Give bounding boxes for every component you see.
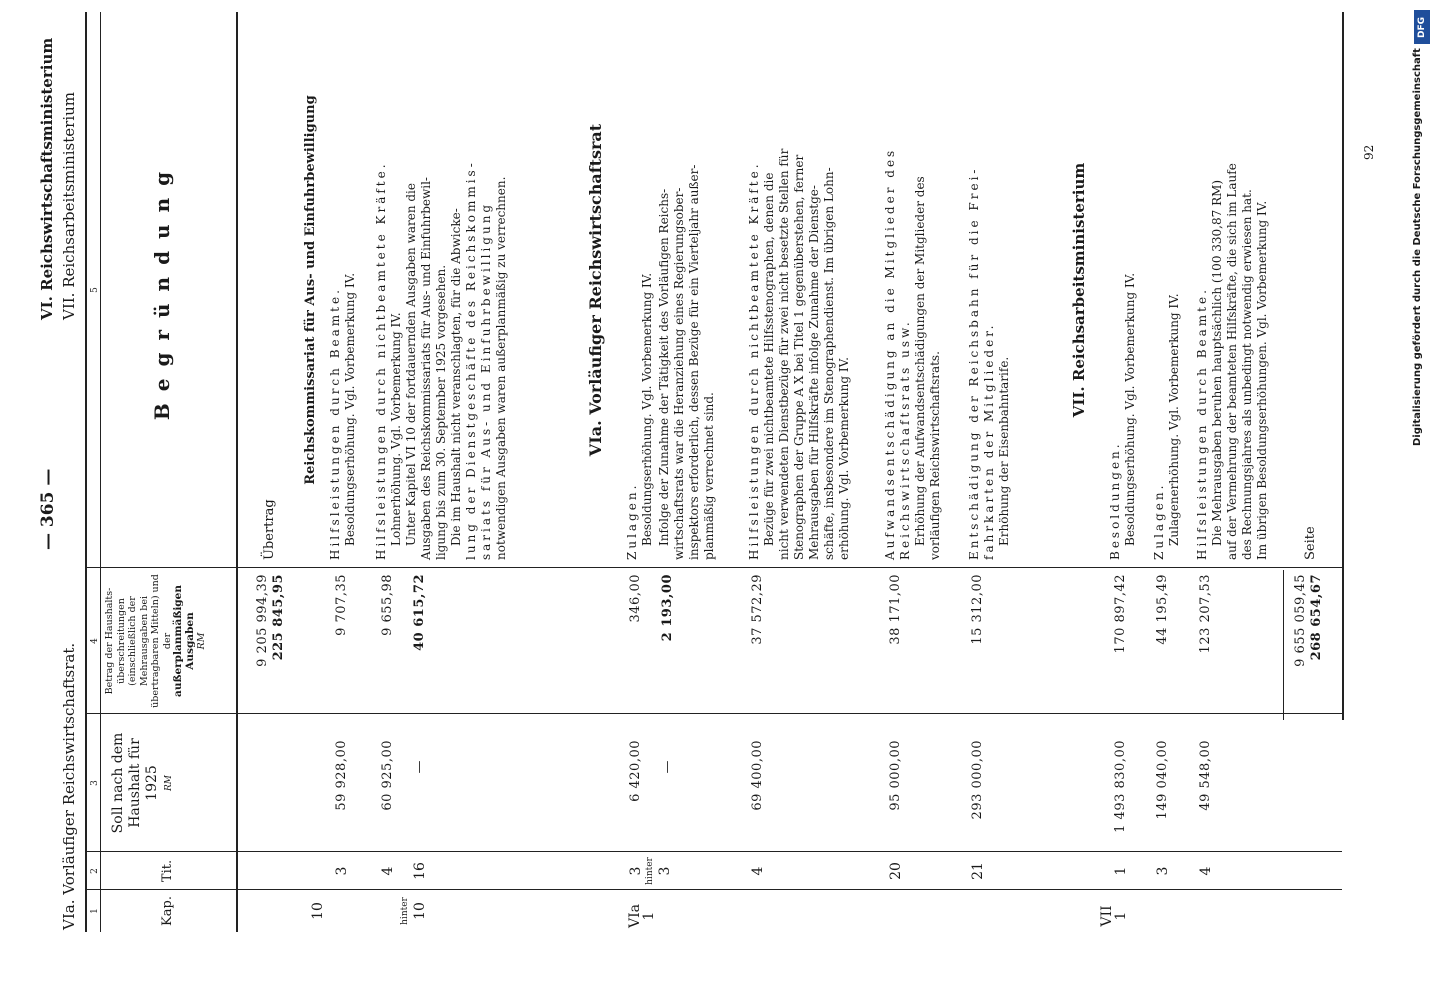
- r1-tit: 3: [334, 866, 350, 876]
- col-header-begruendung: Begründung: [150, 159, 174, 421]
- r11-line1: Hilfsleistungen durch Beamte.: [1195, 287, 1209, 560]
- col-num-3: 3: [90, 780, 100, 786]
- r5-line2: wirtschaftsrats war die Heranziehung eines Regierungsober-: [672, 187, 686, 560]
- r3-betrag: 40 615,72: [412, 574, 427, 651]
- r5-hinter: hinter: [645, 857, 655, 885]
- r4-tit: 3: [628, 866, 644, 876]
- r9-kap: VII 1: [1099, 905, 1129, 927]
- r3-line1: Unter Kapitel VI 10 der fortdauernden Ausgaben waren die: [404, 183, 418, 546]
- r3-line6: sariats für Aus- und Einfuhrbewilligung: [479, 201, 493, 560]
- col-rule-1: [85, 889, 1342, 890]
- r4-betrag: 346,00: [628, 574, 643, 623]
- r6-line6: schäfte, insbesondere im Stenographendienst. Im übrigen Lohn-: [822, 167, 836, 560]
- uebertrag-num2: 225 845,95: [271, 574, 286, 661]
- col-num-1: 1: [90, 908, 100, 914]
- r7-betrag: 38 171,00: [888, 574, 903, 645]
- uebertrag-label: Übertrag: [262, 499, 277, 560]
- r2-line1: Hilfsleistungen durch nichtbeamtete Kräfte.: [374, 161, 388, 560]
- r1-soll: 59 928,00: [334, 740, 349, 811]
- r3-tit: 16: [412, 862, 428, 880]
- r11-betrag: 123 207,53: [1198, 574, 1213, 654]
- r1-line2: Besoldungserhöhung. Vgl. Vorbemerkung IV.: [343, 272, 357, 546]
- r11-line4: des Rechnungsjahres als unbedingt notwendig erwiesen hat.: [1240, 189, 1254, 560]
- r2-tit: 4: [380, 866, 396, 876]
- r9-betrag: 170 897,42: [1113, 574, 1128, 654]
- rule-seite-bottom: [1342, 12, 1344, 720]
- betrag-text: Betrag der Haushalts-überschreitungen (einschließlich der Mehrausgaben bei übertragbaren Mitteln) und der: [104, 574, 173, 708]
- rule-header-bottom: [236, 12, 238, 932]
- r6-line5: Mehrausgaben für Hilfskräfte infolge Zunahme der Dienstge-: [807, 185, 821, 560]
- page-number-header: — 365 —: [38, 468, 58, 550]
- section-title-1: Reichskommissariat für Aus- und Einfuhrbewilligung: [303, 95, 318, 485]
- r6-tit: 4: [750, 866, 766, 876]
- r6-line7: erhöhung. Vgl. Vorbemerkung IV.: [837, 357, 851, 560]
- r4-kap: VIa 1: [627, 904, 657, 928]
- seite-num1: 9 655 059,45: [1293, 574, 1308, 667]
- r3-line3: ligung bis zum 30. September 1925 vorgesehen.: [434, 264, 448, 560]
- r2-soll: 60 925,00: [380, 740, 395, 811]
- r6-line4: Stenographen der Gruppe A X bei Titel 1 gegenüberstehen, ferner: [792, 154, 806, 560]
- section-title-2: VIa. Vorläufiger Reichswirtschaftsrat: [586, 123, 605, 457]
- page-number: 92: [1362, 144, 1376, 160]
- r10-soll: 149 040,00: [1155, 740, 1170, 820]
- header-left: VIa. Vorläufiger Reichswirtschaftsrat.: [60, 642, 78, 930]
- dfg-logo: DFG: [1414, 10, 1430, 44]
- r7-soll: 95 000,00: [888, 740, 903, 811]
- header-right-bottom: VII. Reichsarbeitsministerium: [60, 92, 78, 320]
- header-right-top: VI. Reichswirtschaftsministerium: [38, 37, 56, 320]
- r3-line4: Die im Haushalt nicht veranschlagten, für die Abwicke-: [449, 208, 463, 546]
- r7-line1: Aufwandsentschädigung an die Mitglieder des: [883, 147, 897, 560]
- betrag-unit: RM: [196, 632, 207, 650]
- r10-line1: Zulagen.: [1152, 482, 1166, 560]
- uebertrag-num1: 9 205 994,39: [255, 574, 270, 667]
- r7-tit: 20: [888, 862, 904, 880]
- r4-line1: Zulagen.: [625, 482, 639, 560]
- section-title-3: VII. Reichsarbeitsministerium: [1070, 162, 1088, 418]
- r3-hinter: hinter: [400, 897, 410, 925]
- r5-line1: Infolge der Zunahme der Tätigkeit des Vorläufigen Reichs-: [657, 188, 671, 546]
- col-header-kap: Kap.: [160, 896, 175, 926]
- r11-line5: Im übrigen Besoldungserhöhungen. Vgl. Vorbemerkung IV.: [1255, 200, 1269, 560]
- seite-label: Seite: [1303, 526, 1318, 560]
- rule-top: [85, 12, 87, 932]
- soll-unit: RM: [164, 775, 174, 791]
- r11-soll: 49 548,00: [1198, 740, 1213, 811]
- rule-seite-top: [1283, 570, 1284, 720]
- seite-num2: 268 654,67: [1309, 574, 1324, 661]
- rule-colnum: [100, 12, 101, 932]
- r9-tit: 1: [1113, 866, 1129, 876]
- r7-line2: Reichswirtschaftsrats usw.: [898, 319, 912, 560]
- r3-line2: Ausgaben des Reichskommissariats für Aus- und Einfuhrbewil-: [419, 177, 433, 560]
- r9-soll: 1 493 830,00: [1113, 740, 1128, 833]
- r3-kap: 10: [412, 902, 428, 920]
- r8-line3: Erhöhung der Eisenbahntarife.: [997, 356, 1011, 546]
- r7-line3: Erhöhung der Aufwandsentschädigungen der Mitglieder des: [913, 176, 927, 546]
- r8-tit: 21: [970, 862, 986, 880]
- col-header-soll: [110, 726, 178, 840]
- r5-line4: planmäßig verrechnet sind.: [702, 392, 716, 560]
- r10-betrag: 44 195,49: [1155, 574, 1170, 645]
- col-num-4: 4: [90, 638, 100, 644]
- r6-line1: Hilfsleistungen durch nichtbeamtete Kräfte.: [747, 161, 761, 560]
- r11-line2: Die Mehrausgaben beruhen hauptsächlich (100 330,87 RM): [1210, 179, 1224, 546]
- r11-line3: auf der Vermehrung der beamteten Hilfskräfte, die sich im Laufe: [1225, 163, 1239, 560]
- r4-line2: Besoldungserhöhung. Vgl. Vorbemerkung IV.: [640, 272, 654, 546]
- r1-kap: 10: [310, 902, 326, 920]
- side-note-text: Digitalisierung gefördert durch die Deutsche Forschungsgemeinschaft: [1412, 48, 1423, 446]
- r5-betrag: 2 193,00: [660, 574, 675, 642]
- r3-line5: lung der Dienstgeschäfte des Reichskommis-: [464, 160, 478, 560]
- col-num-5: 5: [90, 287, 100, 293]
- r5-soll: —: [660, 760, 675, 774]
- r2-betrag: 9 655,98: [380, 574, 395, 636]
- r5-tit: 3: [657, 866, 673, 876]
- r6-soll: 69 400,00: [750, 740, 765, 811]
- r9-line1: Besoldungen.: [1108, 441, 1122, 560]
- r6-betrag: 37 572,29: [750, 574, 765, 645]
- col-rule-2: [85, 851, 1342, 852]
- r7-line4: vorläufigen Reichswirtschaftsrats.: [928, 351, 942, 560]
- r6-line3: nicht verwendeten Dienstbezüge für zwei nicht besetzte Stellen für: [777, 148, 791, 560]
- r1-line1: Hilfsleistungen durch Beamte.: [328, 287, 342, 560]
- soll-text: Soll nach dem Haushalt für 1925: [110, 732, 160, 834]
- col-header-tit: Tit.: [160, 859, 175, 883]
- r8-soll: 293 000,00: [970, 740, 985, 820]
- r8-betrag: 15 312,00: [970, 574, 985, 645]
- r6-line2: Bezüge für zwei nichtbeamtete Hilfsstenographen, denen die: [762, 172, 776, 546]
- betrag-bold: außerplanmäßigen Ausgaben: [172, 585, 196, 697]
- r8-line2: fahrkarten der Mitglieder.: [982, 322, 996, 560]
- r10-line2: Zulagenerhöhung. Vgl. Vorbemerkung IV.: [1167, 293, 1181, 546]
- r9-line2: Besoldungserhöhung. Vgl. Vorbemerkung IV.: [1123, 272, 1137, 546]
- r3-soll: —: [412, 760, 427, 774]
- r5-line3: inspektors erforderlich, dessen Bezüge für ein Vierteljahr außer-: [687, 164, 701, 560]
- col-header-betrag: [104, 574, 208, 708]
- col-num-2: 2: [90, 868, 100, 874]
- r10-tit: 3: [1155, 866, 1171, 876]
- r11-tit: 4: [1198, 866, 1214, 876]
- r4-soll: 6 420,00: [628, 740, 643, 802]
- r8-line1: Entschädigung der Reichsbahn für die Frei-: [967, 166, 981, 560]
- col-rule-3: [85, 713, 1342, 714]
- r1-betrag: 9 707,35: [334, 574, 349, 636]
- r3-line7: notwendigen Ausgaben waren außerplanmäßig zu verrechnen.: [494, 176, 508, 560]
- r2-line2: Lohnerhöhung. Vgl. Vorbemerkung IV.: [389, 312, 403, 546]
- col-rule-4: [85, 567, 1342, 568]
